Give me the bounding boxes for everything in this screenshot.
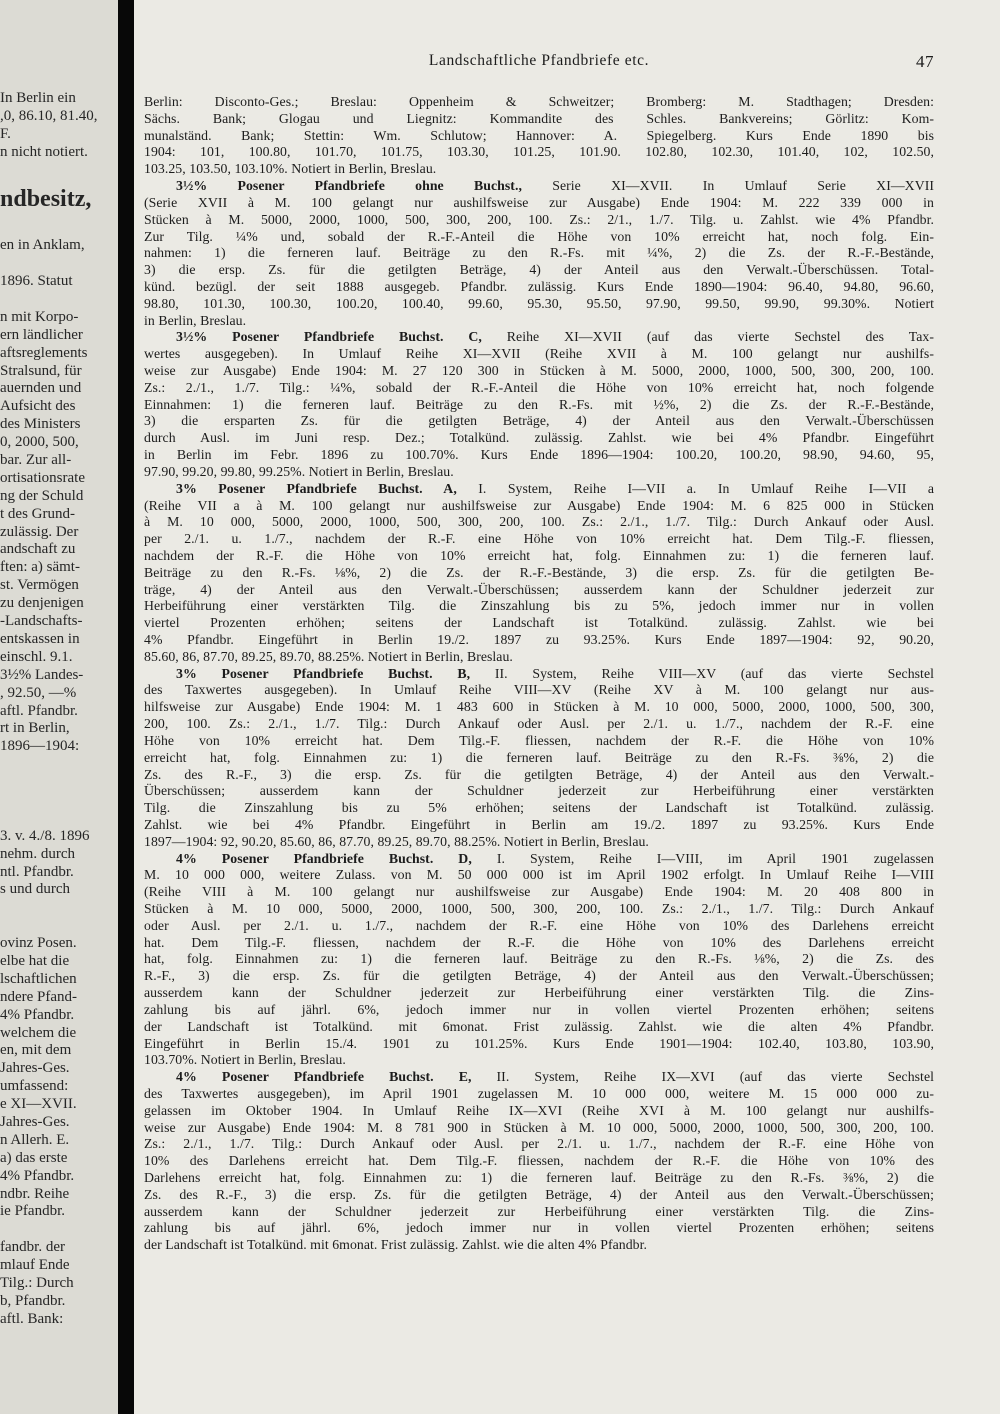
left-fragment-line: Aufsicht des: [0, 398, 76, 415]
line-text: wertes ausgegeben). In Umlauf Reihe XI—XVII (Reihe XVII à M. 100 gelangt nur aushilfs-: [144, 346, 934, 362]
line-text: Eingeführt in Berlin 15./4. 1901 zu 101.25%. Kurs Ende 1901—1904: 102.40, 103.80, 103.90,: [144, 1035, 934, 1051]
line-text: Reihe XI—XVII (auf das vierte Sechstel des Tax-: [481, 329, 934, 345]
left-fragment-line: ndbesitz,: [0, 186, 92, 213]
text-line: [144, 195, 934, 212]
left-fragment-line: [0, 756, 118, 774]
line-text: Höhe von 10% erreicht hat. Dem Tilg.-F. fliessen, nachdem der R.-F. die Höhe von 10%: [144, 732, 934, 748]
text-line: [144, 212, 934, 229]
paragraph-heading-line: [144, 666, 934, 683]
left-fragment-line: 0, 2000, 500,: [0, 434, 79, 451]
text-line: [144, 1220, 934, 1237]
line-text: M. 10 000 000, weitere Zulass. von M. 50 000 000 ist im April 1902 erfolgt. In Umlauf Reihe I—VIII: [144, 867, 934, 883]
left-fragment-line: ortisationsrate: [0, 469, 85, 486]
left-fragment-line: 3½% Landes-: [0, 666, 84, 683]
line-text: hilfsweise zur Ausgabe) Ende 1904: M. 1 483 600 in Stücken à M. 10 000, 5000, 2000, 1000, 500, 300,: [144, 699, 934, 715]
line-text: Tilg. die Zinszahlung bis zu 5% erhöhen; seitens der Landschaft ist Totalkünd. zulässig.: [144, 800, 934, 816]
left-fragment-line: en in Anklam,: [0, 237, 85, 254]
left-fragment-line: e XI—XVII.: [0, 1096, 77, 1113]
line-text: Überschüssen; ausserdem kann der Schuldner jederzeit zur Herbeiführung einer verstärkten: [144, 783, 934, 799]
left-fragment-line: [0, 917, 118, 935]
line-text: Serie XI—XVII. In Umlauf Serie XI—XVII: [521, 178, 934, 194]
bond-series-title: 4% Posener Pfandbriefe Buchst. E,: [176, 1069, 472, 1085]
line-text: 3) die ersp. Zs. für die getilgten Beträge, 4) der Anteil aus den Verwalt.-Überschüssen. Total-: [144, 262, 934, 278]
line-text: munalständ. Bank; Stettin: Wm. Schlutow; Hannover: A. Spiegelberg. Kurs Ende 1890 bis: [144, 127, 934, 143]
left-fragment-line: mlauf Ende: [0, 1257, 70, 1274]
line-text: der Landschaft ist Totalkünd. mit 6monat. Frist zulässig. Zahlst. wie die alten 4% Pfandbr.: [144, 1237, 647, 1253]
line-text: Zs.: 2./1., 1./7. Tilg.: Durch Ankauf oder Ausl. per 2./1. u. 1./7., nachdem der R.-F. eine Höhe von: [144, 1136, 934, 1152]
line-text: 98.80, 101.30, 100.30, 100.20, 100.40, 99.60, 95.30, 95.50, 97.90, 99.50, 99.90, 99.30%. Notiert: [144, 295, 934, 311]
bond-series-title: 4% Posener Pfandbriefe Buchst. D,: [176, 850, 472, 866]
left-fragment-line: [0, 291, 118, 309]
line-text: 4% Pfandbr. Eingeführt in Berlin 19./2. 1897 zu 93.25%. Kurs Ende 1897—1904: 92, 90.20,: [144, 632, 934, 647]
left-fragment-line: 4% Pfandbr.: [0, 1006, 75, 1023]
bond-series-title: 3½% Posener Pfandbriefe ohne Buchst.,: [176, 178, 522, 194]
left-fragment-line: [0, 1221, 118, 1239]
binding-gutter: [118, 0, 134, 1414]
text-line: [144, 447, 934, 464]
text-line: [144, 716, 934, 733]
text-line: [144, 699, 934, 716]
text-line: [144, 514, 934, 531]
paragraph-heading-line: [144, 178, 934, 195]
left-fragment-line: [0, 162, 118, 180]
left-fragment-line: fandbr. der: [0, 1239, 65, 1256]
text-line: [144, 313, 934, 330]
text-line: [144, 346, 934, 363]
left-fragment-line: st. Vermögen: [0, 577, 79, 594]
text-line: [144, 94, 934, 111]
line-text: des Taxwertes ausgegeben), im April 1901 zugelassen M. 10 000 000, weitere M. 15 000 000 zu-: [144, 1085, 934, 1101]
line-text: 103.70%. Notiert in Berlin, Breslau.: [144, 1052, 346, 1068]
left-fragment-line: [0, 810, 118, 828]
left-fragment-line: ntl. Pfandbr.: [0, 863, 74, 880]
text-line: [144, 918, 934, 935]
left-fragment-line: n mit Korpo-: [0, 308, 79, 325]
left-page-text-column: [0, 90, 118, 1329]
line-text: 97.90, 99.20, 99.80, 99.25%. Notiert in Berlin, Breslau.: [144, 463, 454, 479]
line-text: nachdem der R.-F. die Höhe von 10% erreicht hat, folg. Einnahmen zu: 1) die ferneren lauf.: [144, 547, 934, 563]
line-text: Stücken à M. 10 000, 5000, 2000, 1000, 500, 300, 200, 100. Zs.: 2./1., 1./7. Tilg.: Durch Ankauf: [144, 901, 934, 916]
line-text: in Berlin im Febr. 1896 zu 100.70%. Kurs Ende 1896—1904: 100.20, 100.20, 98.90, 94.60, 95,: [144, 447, 934, 463]
left-fragment-line: Jahres-Ges.: [0, 1060, 70, 1077]
left-fragment-line: aftsreglements: [0, 344, 88, 361]
line-text: Zahlst. wie bei 4% Pfandbr. Eingeführt in Berlin am 19./2. 1897 zu 93.25%. Kurs Ende: [144, 816, 934, 832]
line-text: I. System, Reihe I—VIII, im April 1901 zugelassen: [471, 850, 934, 866]
left-fragment-line: [0, 774, 118, 792]
text-line: [144, 817, 934, 834]
bond-series-title: 3½% Posener Pfandbriefe Buchst. C,: [176, 329, 482, 345]
line-text: II. System, Reihe VIII—XV (auf das vierte Sechstel: [470, 665, 934, 681]
left-fragment-line: ndbr. Reihe: [0, 1185, 70, 1202]
line-text: viertel Prozenten erhöhen; seitens der Landschaft ist Totalkünd. zulässig. Zahlst. wie bei: [144, 615, 934, 631]
running-head: Landschaftliche Pfandbriefe etc.: [428, 52, 650, 69]
body-text-column: [144, 94, 934, 1254]
text-line: [144, 598, 934, 615]
text-line: [144, 565, 934, 582]
line-text: (Reihe VII a à M. 100 gelangt nur aushilfsweise zur Ausgabe) Ende 1904: M. 6 825 000 in Stücken: [144, 497, 934, 513]
line-text: 1904: 101, 100.80, 101.70, 101.75, 103.30, 101.25, 101.90. 102.80, 102.30, 101.40, 102, 102.50,: [144, 144, 934, 160]
text-line: [144, 884, 934, 901]
text-line: [144, 1170, 934, 1187]
line-text: künd. bezügl. der seit 1888 ausgegeb. Pfandbr. zulässig. Kurs Ende 1890—1904: 96.40, 94.80, 96.60,: [144, 278, 934, 294]
left-fragment-line: aftl. Bank:: [0, 1310, 64, 1327]
left-fragment-line: aftl. Pfandbr.: [0, 702, 78, 719]
line-text: des Taxwertes ausgegeben). In Umlauf Reihe VIII—XV (Reihe XV à M. 100 gelangt nur aus-: [144, 682, 934, 698]
line-text: 10% des Darlehens erreicht hat. Dem Tilg.-F. fliessen, nachdem der R.-F. die Höhe von 10% des: [144, 1153, 934, 1169]
text-line: [144, 800, 934, 817]
left-fragment-line: [0, 899, 118, 917]
text-line: [144, 783, 934, 800]
left-fragment-line: , 92.50, —%: [0, 684, 77, 701]
left-page-fragment: [0, 0, 118, 1414]
line-text: Herbeiführung einer verstärkten Tilg. die Zinszahlung bis zu 5%, jedoch immer nur in vollen: [144, 598, 934, 614]
left-fragment-line: einschl. 9.1.: [0, 648, 73, 665]
line-text: ausserdem kann der Schuldner jederzeit zur Herbeiführung einer verstärkten Tilg. die Zins-: [144, 985, 934, 1001]
line-text: Darlehens erreicht hat, folg. Einnahmen zu: 1) die ferneren lauf. Beiträge zu den R.-Fs. ⅜%, 2) die: [144, 1170, 934, 1185]
line-text: Sächs. Bank; Glogau und Liegnitz: Kommandite des Schles. Bankvereins; Görlitz: Kom-: [144, 110, 934, 126]
text-line: [144, 1237, 934, 1254]
text-line: [144, 951, 934, 968]
line-text: R.-F., 3) die ersp. Zs. für die getilgten Beträge, 4) der Anteil aus den Verwalt.-Überschüssen;: [144, 968, 934, 984]
paragraph-heading-line: [144, 481, 934, 498]
text-line: [144, 682, 934, 699]
text-line: [144, 1052, 934, 1069]
left-fragment-line: [0, 255, 118, 273]
text-line: [144, 413, 934, 430]
left-fragment-line: F.: [0, 125, 11, 142]
left-fragment-line: 1896—1904:: [0, 738, 80, 755]
line-text: Berlin: Disconto-Ges.; Breslau: Oppenheim & Schweitzer; Bromberg: M. Stadthagen; Dresden:: [144, 94, 934, 109]
left-fragment-line: ften: a) sämt-: [0, 559, 80, 576]
line-text: zahlung bis auf jährl. 6%, jedoch immer nur in vollen viertel Prozenten erhöhen; seitens: [144, 1220, 934, 1236]
left-fragment-line: welchem die: [0, 1024, 77, 1041]
text-line: [144, 548, 934, 565]
left-fragment-line: ,0, 86.10, 81.40,: [0, 107, 98, 124]
text-line: [144, 1002, 934, 1019]
text-line: [144, 968, 934, 985]
left-fragment-line: 1896. Statut: [0, 273, 73, 290]
left-fragment-line: ern ländlicher: [0, 326, 83, 343]
left-fragment-line: en, mit dem: [0, 1042, 72, 1059]
text-line: [144, 1019, 934, 1036]
line-text: Zs.: 2./1., 1./7. Tilg.: ¼%, sobald der R.-F.-Anteil die Höhe von 10% erreicht hat, noch folgende: [144, 379, 934, 395]
text-line: [144, 1086, 934, 1103]
left-fragment-line: bar. Zur all-: [0, 452, 72, 469]
left-fragment-line: zu denjenigen: [0, 595, 84, 612]
text-line: [144, 430, 934, 447]
line-text: der Landschaft ist Totalkünd. mit 6monat. Frist zulässig. Zahlst. wie die alten 4% Pfandbr.: [144, 1018, 934, 1034]
line-text: II. System, Reihe IX—XVI (auf das vierte Sechstel: [471, 1069, 934, 1085]
left-fragment-line: des Ministers: [0, 416, 81, 433]
text-line: [144, 615, 934, 632]
left-fragment-line: elbe hat die: [0, 952, 70, 969]
left-fragment-line: 4% Pfandbr.: [0, 1167, 75, 1184]
text-line: [144, 262, 934, 279]
line-text: 200, 100. Zs.: 2./1., 1./7. Tilg.: Durch Ankauf oder Ausl. per 2./1. u. 1./7., nachdem der R.-F. eine: [144, 716, 934, 732]
page-number: 47: [916, 52, 934, 71]
left-fragment-line: a) das erste: [0, 1149, 68, 1166]
left-fragment-line: ie Pfandbr.: [0, 1203, 65, 1220]
left-fragment-line: ng der Schuld: [0, 487, 84, 504]
text-line: [144, 380, 934, 397]
text-line: [144, 767, 934, 784]
text-line: [144, 1136, 934, 1153]
left-fragment-line: s und durch: [0, 881, 70, 898]
text-line: [144, 901, 934, 918]
text-line: [144, 1036, 934, 1053]
line-text: gelassen im Oktober 1904. In Umlauf Reihe IX—XVI (Reihe XVI à M. 100 gelangt nur aushilfs-: [144, 1102, 934, 1118]
left-fragment-line: Tilg.: Durch: [0, 1275, 74, 1291]
text-line: [144, 582, 934, 599]
left-fragment-line: ovinz Posen.: [0, 935, 77, 952]
line-text: hat. Dem Tilg.-F. fliessen, nachdem der R.-F. die Höhe von 10% des Darlehens erreicht: [144, 934, 934, 950]
bond-series-title: 3% Posener Pfandbriefe Buchst. A,: [176, 480, 457, 496]
line-text: 85.60, 86, 87.70, 89.25, 89.70, 88.25%. Notiert in Berlin, Breslau.: [144, 648, 513, 664]
text-line: [144, 1204, 934, 1221]
text-line: [144, 733, 934, 750]
left-fragment-line: In Berlin ein: [0, 90, 76, 106]
text-line: [144, 632, 934, 649]
left-fragment-line: umfassend:: [0, 1078, 69, 1095]
left-fragment-line: rt in Berlin,: [0, 720, 70, 737]
line-text: weise zur Ausgabe) Ende 1904: M. 27 120 300 in Stücken à M. 5000, 2000, 1000, 500, 300, 200, 100.: [144, 363, 934, 378]
line-text: (Reihe VIII à M. 100 gelangt nur aushilfsweise zur Ausgabe) Ende 1904: M. 20 408 800 in: [144, 884, 934, 900]
left-fragment-line: entskassen in: [0, 630, 80, 647]
line-text: Einnahmen: 1) die ferneren lauf. Beiträge zu den R.-Fs. mit ½%, 2) die Zs. der R.-F.-Bestände,: [144, 396, 934, 412]
left-fragment-line: zulässig. Der: [0, 523, 79, 540]
text-line: [144, 834, 934, 851]
paragraph-heading-line: [144, 329, 934, 346]
line-text: I. System, Reihe I—VII a. In Umlauf Reihe I—VII a: [456, 480, 934, 496]
text-line: [144, 531, 934, 548]
line-text: 103.25, 103.50, 103.10%. Notiert in Berlin, Breslau.: [144, 161, 437, 177]
text-line: [144, 464, 934, 481]
text-line: [144, 498, 934, 515]
text-line: [144, 1120, 934, 1137]
paragraph-heading-line: [144, 1069, 934, 1086]
left-fragment-line: Stralsund, für: [0, 362, 82, 379]
left-fragment-line: Jahres-Ges.: [0, 1113, 70, 1130]
line-text: 3) die ersparten Zs. für die getilgten Beträge, 4) der Anteil aus den Verwalt.-Überschüssen: [144, 413, 934, 429]
line-text: in Berlin, Breslau.: [144, 312, 247, 328]
left-fragment-line: andschaft zu: [0, 541, 76, 558]
line-text: nahmen: 1) die ferneren lauf. Beiträge zu den R.-Fs. mit ¼%, 2) die Zs. der R.-F.-Bestände,: [144, 245, 934, 261]
line-text: oder Ausl. per 2./1. u. 1./7., nachdem der R.-F. eine Höhe von 10% des Darlehens erreicht: [144, 917, 934, 933]
line-text: Stücken à M. 5000, 2000, 1000, 500, 300, 200, 100. Zs.: 2/1., 1./7. Tilg. u. Zahlst. wie 4% Pfandbr.: [144, 211, 934, 227]
line-text: Zs. des R.-F., 3) die ersp. Zs. für die getilgten Beträge, 4) der Anteil aus den Verwalt.-: [144, 766, 934, 782]
text-line: [144, 1187, 934, 1204]
line-text: weise zur Ausgabe) Ende 1904: M. 8 781 900 in Stücken à M. 10 000, 5000, 2000, 1000, 500, 300, 200, 100.: [144, 1119, 934, 1135]
text-line: [144, 750, 934, 767]
paragraph-heading-line: [144, 851, 934, 868]
text-line: [144, 985, 934, 1002]
left-fragment-line: [0, 219, 118, 237]
left-fragment-line: auernden und: [0, 380, 82, 397]
left-fragment-line: t des Grund-: [0, 505, 75, 522]
line-text: hat, folg. Einnahmen zu: 1) die ferneren lauf. Beiträge zu den R.-Fs. ⅛%, 2) die Zs. des: [144, 951, 934, 967]
left-fragment-line: b, Pfandbr.: [0, 1292, 66, 1309]
left-fragment-line: lschaftlichen: [0, 970, 77, 987]
line-text: erreicht hat, folg. Einnahmen zu: 1) die ferneren lauf. Beiträge zu den R.-Fs. ⅜%, 2) die: [144, 749, 934, 765]
line-text: Zs. des R.-F., 3) die ersp. Zs. für die getilgten Beträge, 4) der Anteil aus den Verwalt.-Überschüssen;: [144, 1186, 934, 1202]
left-fragment-line: nehm. durch: [0, 845, 75, 862]
bond-series-title: 3% Posener Pfandbriefe Buchst. B,: [176, 665, 471, 681]
line-text: zahlung bis auf jährl. 6%, jedoch immer nur in vollen viertel Prozenten erhöhen; seitens: [144, 1001, 934, 1017]
text-line: [144, 229, 934, 246]
line-text: durch Ausl. im Juni resp. Dez.; Totalkünd. zulässig. Zahlst. wie bei 4% Pfandbr. Eingeführt: [144, 430, 934, 446]
left-fragment-line: 3. v. 4./8. 1896: [0, 827, 90, 844]
left-fragment-line: n nicht notiert.: [0, 143, 88, 160]
line-text: Zur Tilg. ¼% und, sobald der R.-F.-Anteil die Höhe von 10% erreicht hat, noch folg. Ein-: [144, 228, 934, 244]
text-line: [144, 649, 934, 666]
line-text: Beiträge zu den R.-Fs. ⅛%, 2) die Zs. der R.-F.-Bestände, 3) die ersp. Zs. für die getilgten Be-: [144, 564, 934, 580]
text-line: [144, 296, 934, 313]
line-text: ausserdem kann der Schuldner jederzeit zur Herbeiführung einer verstärkten Tilg. die Zins-: [144, 1203, 934, 1219]
left-fragment-line: ndere Pfand-: [0, 988, 78, 1005]
text-line: [144, 1153, 934, 1170]
text-line: [144, 397, 934, 414]
text-line: [144, 161, 934, 178]
text-line: [144, 363, 934, 380]
text-line: [144, 935, 934, 952]
text-line: [144, 279, 934, 296]
text-line: [144, 111, 934, 128]
left-fragment-line: [0, 792, 118, 810]
line-text: träge, 4) der Anteil aus den Verwalt.-Überschüssen; ausserdem kann der Schuldner jederzeit zur: [144, 581, 934, 597]
text-line: [144, 867, 934, 884]
left-fragment-line: -Landschafts-: [0, 613, 83, 630]
line-text: (Serie XVII à M. 100 gelangt nur aushilfsweise zur Ausgabe) Ende 1904: M. 222 339 000 in: [144, 194, 934, 210]
text-line: [144, 245, 934, 262]
line-text: 1897—1904: 92, 90.20, 85.60, 86, 87.70, 89.25, 89.70, 88.25%. Notiert in Berlin, Breslau.: [144, 833, 649, 849]
text-line: [144, 144, 934, 161]
left-fragment-line: n Allerh. E.: [0, 1131, 70, 1148]
line-text: à M. 10 000, 5000, 2000, 1000, 500, 300, 200, 100. Zs.: 2./1., 1./7. Tilg.: Durch Ankauf oder Ausl.: [144, 514, 934, 530]
text-line: [144, 128, 934, 145]
text-line: [144, 1103, 934, 1120]
page-header: [144, 52, 934, 76]
line-text: per 2./1. u. 1./7., nachdem der R.-F. eine Höhe von 10% erreicht hat. Dem Tilg.-F. fliessen,: [144, 531, 934, 547]
